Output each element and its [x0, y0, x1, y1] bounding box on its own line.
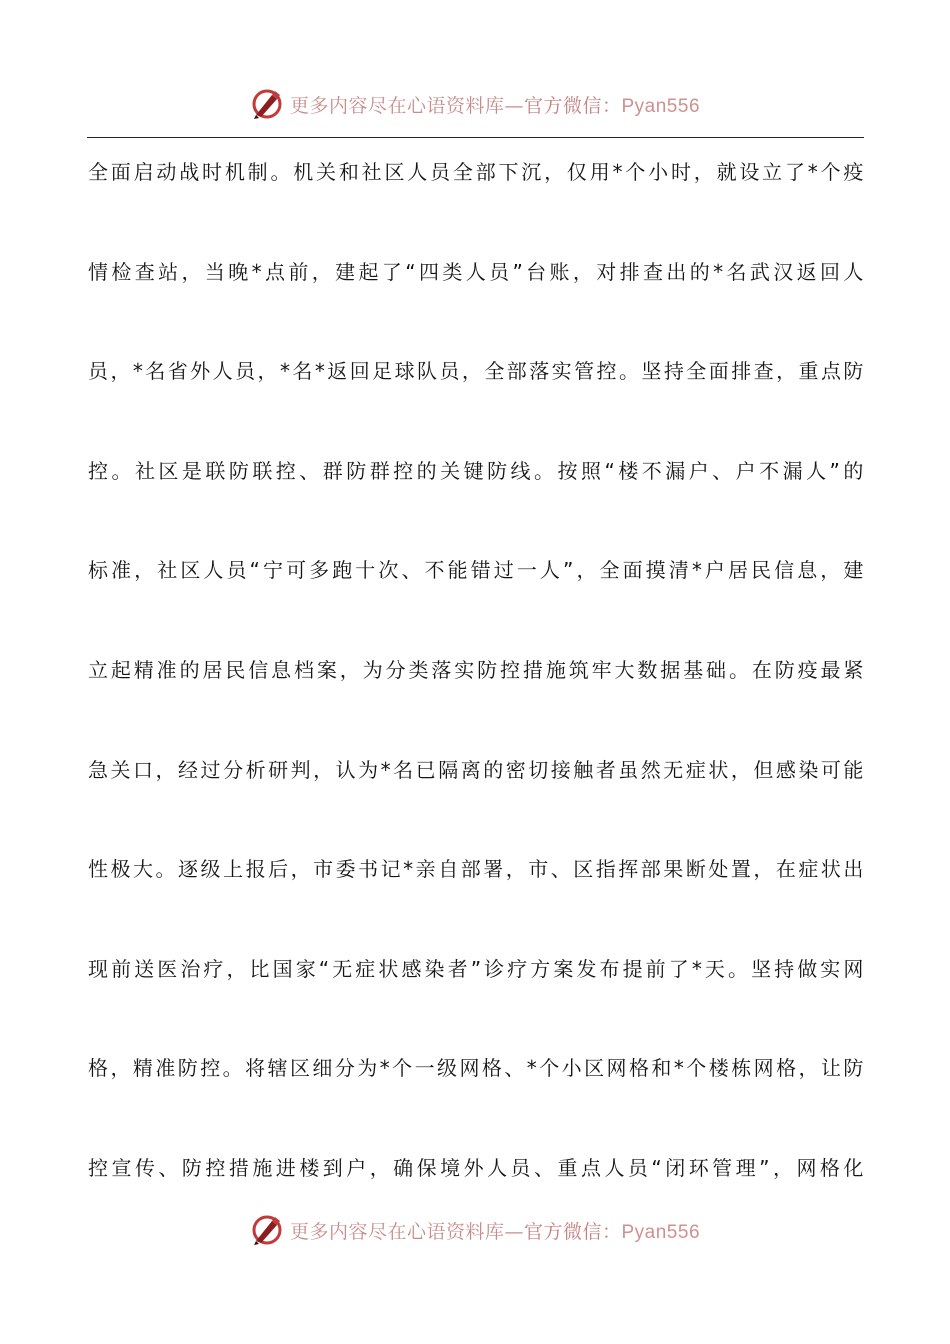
pen-logo-icon — [250, 87, 284, 121]
body-line: 员，*名省外人员，*名*返回足球队员，全部落实管控。坚持全面排查，重点防 — [88, 359, 864, 384]
document-body — [88, 150, 864, 1246]
banner-prefix: 更多内容尽在心语资料库— — [289, 1220, 524, 1243]
body-line: 格，精准防控。将辖区细分为*个一级网格、*个小区网格和*个楼栋网格，让防 — [88, 1056, 864, 1081]
body-line: 现前送医治疗，比国家“无症状感染者”诊疗方案发布提前了*天。坚持做实网 — [88, 956, 864, 981]
body-line: 标准，社区人员“宁可多跑十次、不能错过一人”，全面摸清*户居民信息，建 — [88, 558, 864, 583]
body-line: 全面启动战时机制。机关和社区人员全部下沉，仅用*个小时，就设立了*个疫 — [88, 160, 864, 184]
banner-prefix: 更多内容尽在心语资料库— — [289, 94, 524, 117]
body-line: 立起精准的居民信息档案，为分类落实防控措施筑牢大数据基础。在防疫最紧 — [88, 657, 864, 682]
pen-logo-icon — [250, 1213, 284, 1247]
banner-text — [290, 1217, 700, 1244]
banner-label: 官方微信： — [523, 1220, 622, 1243]
header-divider — [87, 137, 864, 138]
body-line: 急关口，经过分析研判，认为*名已隔离的密切接触者虽然无症状，但感染可能 — [88, 757, 864, 782]
banner-wechat-id: Pyan556 — [621, 95, 701, 117]
body-line: 情检查站，当晚*点前，建起了“四类人员”台账，对排查出的*名武汉返回人 — [88, 259, 864, 284]
banner-wechat-id: Pyan556 — [621, 1221, 701, 1243]
banner-text — [290, 91, 700, 118]
footer-banner — [0, 1210, 950, 1250]
header-banner — [0, 84, 950, 124]
body-line: 控宣传、防控措施进楼到户，确保境外人员、重点人员“闭环管理”，网格化 — [88, 1155, 864, 1180]
body-line: 控。社区是联防联控、群防群控的关键防线。按照“楼不漏户、户不漏人”的 — [88, 458, 864, 483]
banner-label: 官方微信： — [523, 94, 622, 117]
body-line: 性极大。逐级上报后，市委书记*亲自部署，市、区指挥部果断处置，在症状出 — [88, 857, 864, 882]
